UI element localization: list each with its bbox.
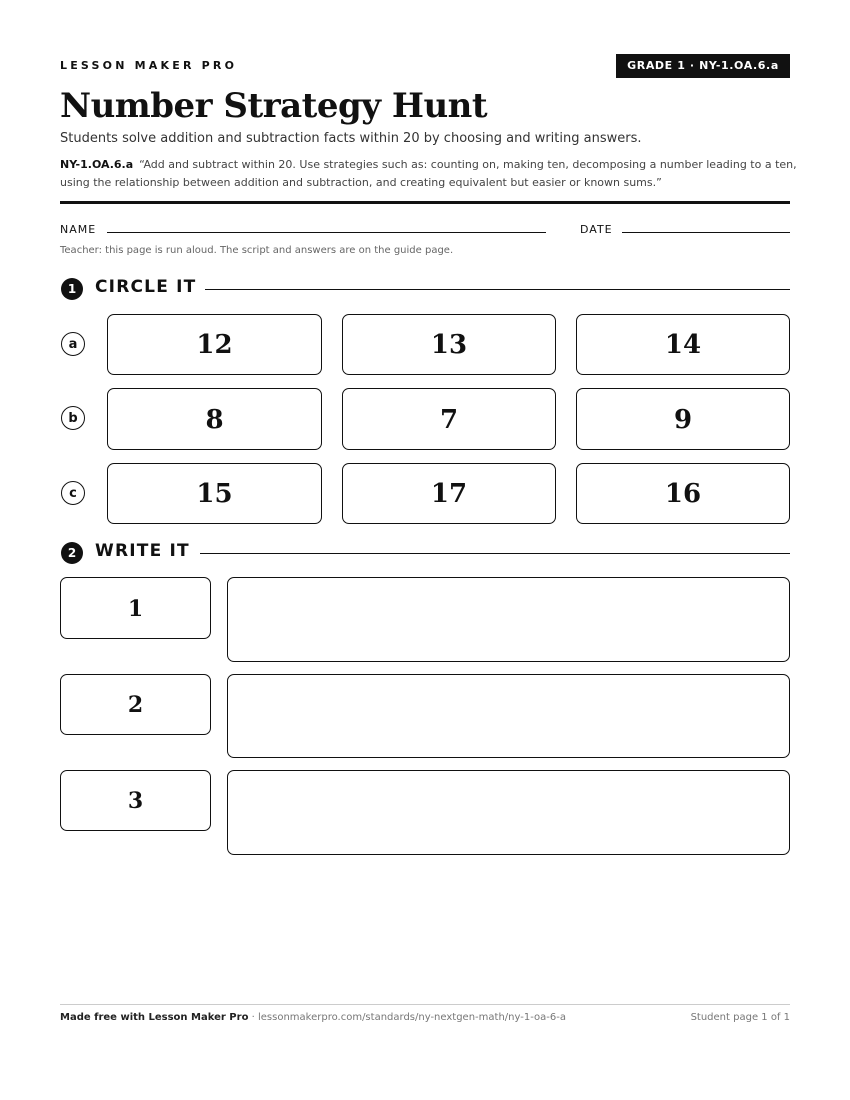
write-item-3-answer-box[interactable]: [227, 770, 790, 855]
row-b-letter: b: [61, 406, 85, 430]
page-title: Number Strategy Hunt: [60, 86, 488, 126]
choice-c-1[interactable]: 15: [107, 463, 322, 524]
section-1-number: 1: [61, 278, 83, 300]
row-c-letter: c: [61, 481, 85, 505]
write-item-1-answer-box[interactable]: [227, 577, 790, 662]
choice-a-1[interactable]: 12: [107, 314, 322, 375]
date-label: DATE: [580, 223, 613, 236]
write-item-1-number: 1: [60, 577, 211, 639]
footer-credit: [60, 1012, 566, 1023]
page-subtitle: Students solve addition and subtraction facts within 20 by choosing and writing answers.: [60, 131, 642, 146]
choice-a-3[interactable]: 14: [576, 314, 790, 375]
footer-divider: [60, 1004, 790, 1005]
choice-b-3[interactable]: 9: [576, 388, 790, 450]
write-item-2-answer-box[interactable]: [227, 674, 790, 758]
footer-made-with: Made free with Lesson Maker Pro: [60, 1012, 249, 1023]
choice-b-2[interactable]: 7: [342, 388, 556, 450]
choice-c-3[interactable]: 16: [576, 463, 790, 524]
date-line[interactable]: [622, 232, 790, 233]
grade-standard-badge: GRADE 1 · NY-1.OA.6.a: [616, 54, 790, 78]
choice-a-2[interactable]: 13: [342, 314, 556, 375]
write-item-3-number: 3: [60, 770, 211, 831]
standard-text: “Add and subtract within 20. Use strategies such as: counting on, making ten, decomposing a number leading to a ten, using the relationship between addition and subtraction, and creating equivalent but easier or known sums.”: [60, 158, 797, 189]
choice-c-2[interactable]: 17: [342, 463, 556, 524]
teacher-note: Teacher: this page is run aloud. The script and answers are on the guide page.: [60, 245, 454, 256]
standard-code: NY-1.OA.6.a: [60, 158, 134, 171]
standard-description: [60, 156, 800, 192]
footer-url[interactable]: · lessonmakerpro.com/standards/ny-nextgen-math/ny-1-oa-6-a: [248, 1012, 566, 1023]
header-divider: [60, 201, 790, 204]
choice-b-1[interactable]: 8: [107, 388, 322, 450]
name-line[interactable]: [107, 232, 546, 233]
footer-page-number: Student page 1 of 1: [690, 1012, 790, 1023]
row-a-letter: a: [61, 332, 85, 356]
section-2-rule: [200, 553, 790, 554]
section-2-number: 2: [61, 542, 83, 564]
name-label: NAME: [60, 223, 97, 236]
brand-name: LESSON MAKER PRO: [60, 59, 238, 72]
section-2-title: WRITE IT: [95, 541, 190, 561]
section-1-rule: [205, 289, 790, 290]
write-item-2-number: 2: [60, 674, 211, 735]
section-1-title: CIRCLE IT: [95, 277, 197, 297]
